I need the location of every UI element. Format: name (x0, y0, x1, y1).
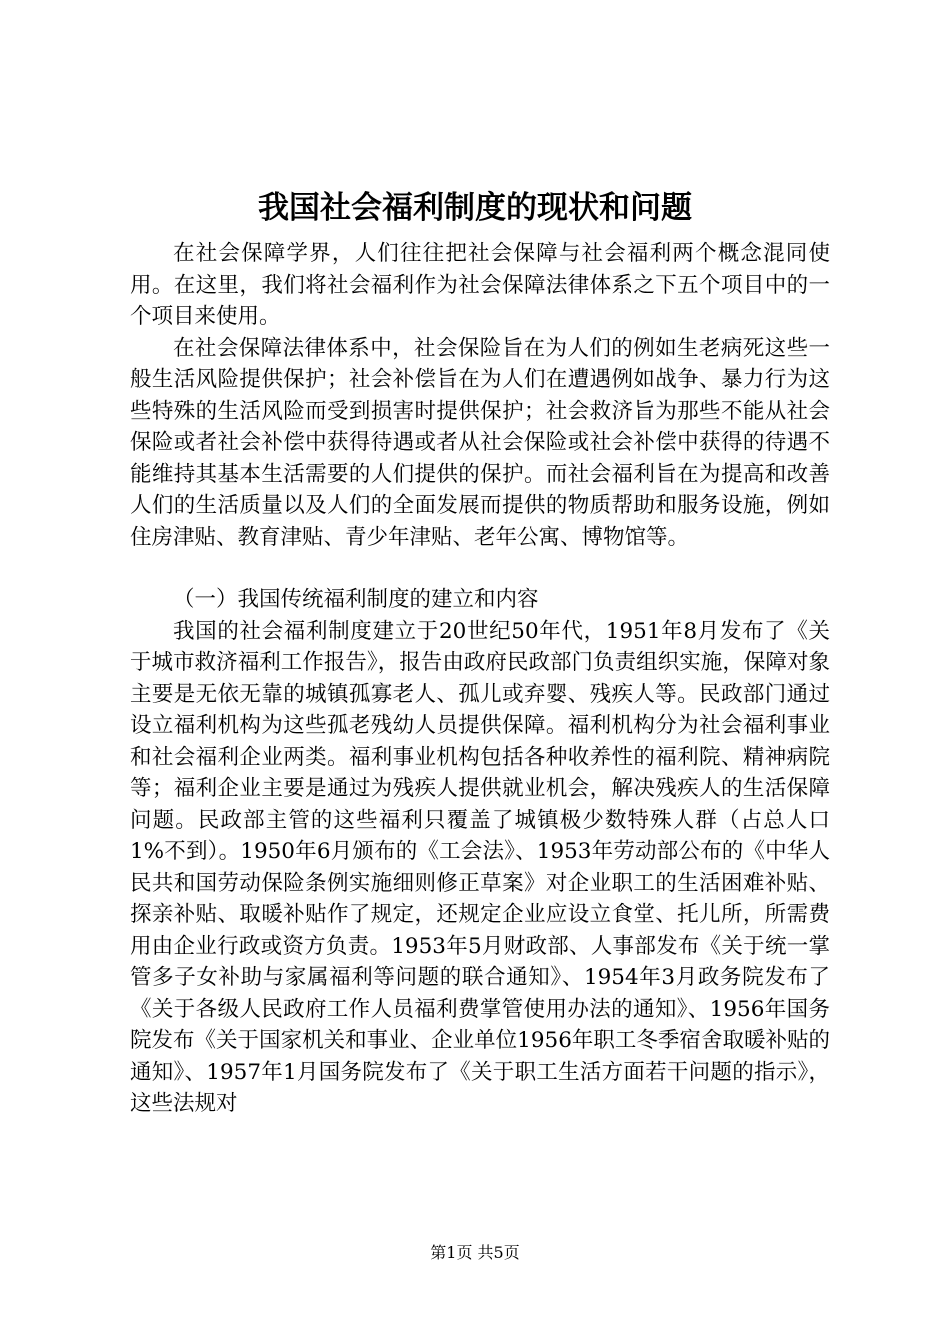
document-title: 我国社会福利制度的现状和问题 (258, 190, 692, 226)
document-body (130, 238, 830, 1120)
paragraph-2: 在社会保障法律体系中，社会保险旨在为人们的例如生老病死这些一般生活风险提供保护；社会补偿旨在为人们在遭遇例如战争、暴力行为这些特殊的生活风险而受到损害时提供保护；社会救济旨为那些不能从社会保险或者社会补偿中获得待遇或者从社会保险或社会补偿中获得的待遇不能维持其基本生活需要的人们提供的保护。而社会福利旨在为提高和改善人们的生活质量以及人们的全面发展而提供的物质帮助和服务设施，例如住房津贴、教育津贴、青少年津贴、老年公寓、博物馆等。 (130, 335, 830, 550)
section-heading: （一）我国传统福利制度的建立和内容 (173, 587, 539, 612)
paragraph-spacer (130, 553, 830, 584)
page-footer: 第1页 共5页 (430, 1243, 520, 1262)
paragraph-3: 我国的社会福利制度建立于20世纪50年代，1951年8月发布了《关于城市救济福利工作报告》，报告由政府民政部门负责组织实施，保障对象主要是无依无靠的城镇孤寡老人、孤儿或弃婴、残疾人等。民政部门通过设立福利机构为这些孤老残幼人员提供保障。福利机构分为社会福利事业和社会福利企业两类。福利事业机构包括各种收养性的福利院、精神病院等；福利企业主要是通过为残疾人提供就业机会，解决残疾人的生活保障问题。民政部主管的这些福利只覆盖了城镇极少数特殊人群（占总人口1%不到）。1950年6月颁布的《工会法》、1953年劳动部公布的《中华人民共和国劳动保险条例实施细则修正草案》对企业职工的生活困难补贴、探亲补贴、取暖补贴作了规定，还规定企业应设立食堂、托儿所，所需费用由企业行政或资方负责。1953年5月财政部、人事部发布《关于统一掌管多子女补助与家属福利等问题的联合通知》、1954年3月政务院发布了《关于各级人民政府工作人员福利费掌管使用办法的通知》、1956年国务院发布《关于国家机关和事业、企业单位1956年职工冬季宿舍取暖补贴的通知》、1957年1月国务院发布了《关于职工生活方面若干问题的指示》，这些法规对 (130, 618, 830, 1116)
paragraph-1: 在社会保障学界，人们往往把社会保障与社会福利两个概念混同使用。在这里，我们将社会福利作为社会保障法律体系之下五个项目中的一个项目来使用。 (130, 241, 830, 329)
